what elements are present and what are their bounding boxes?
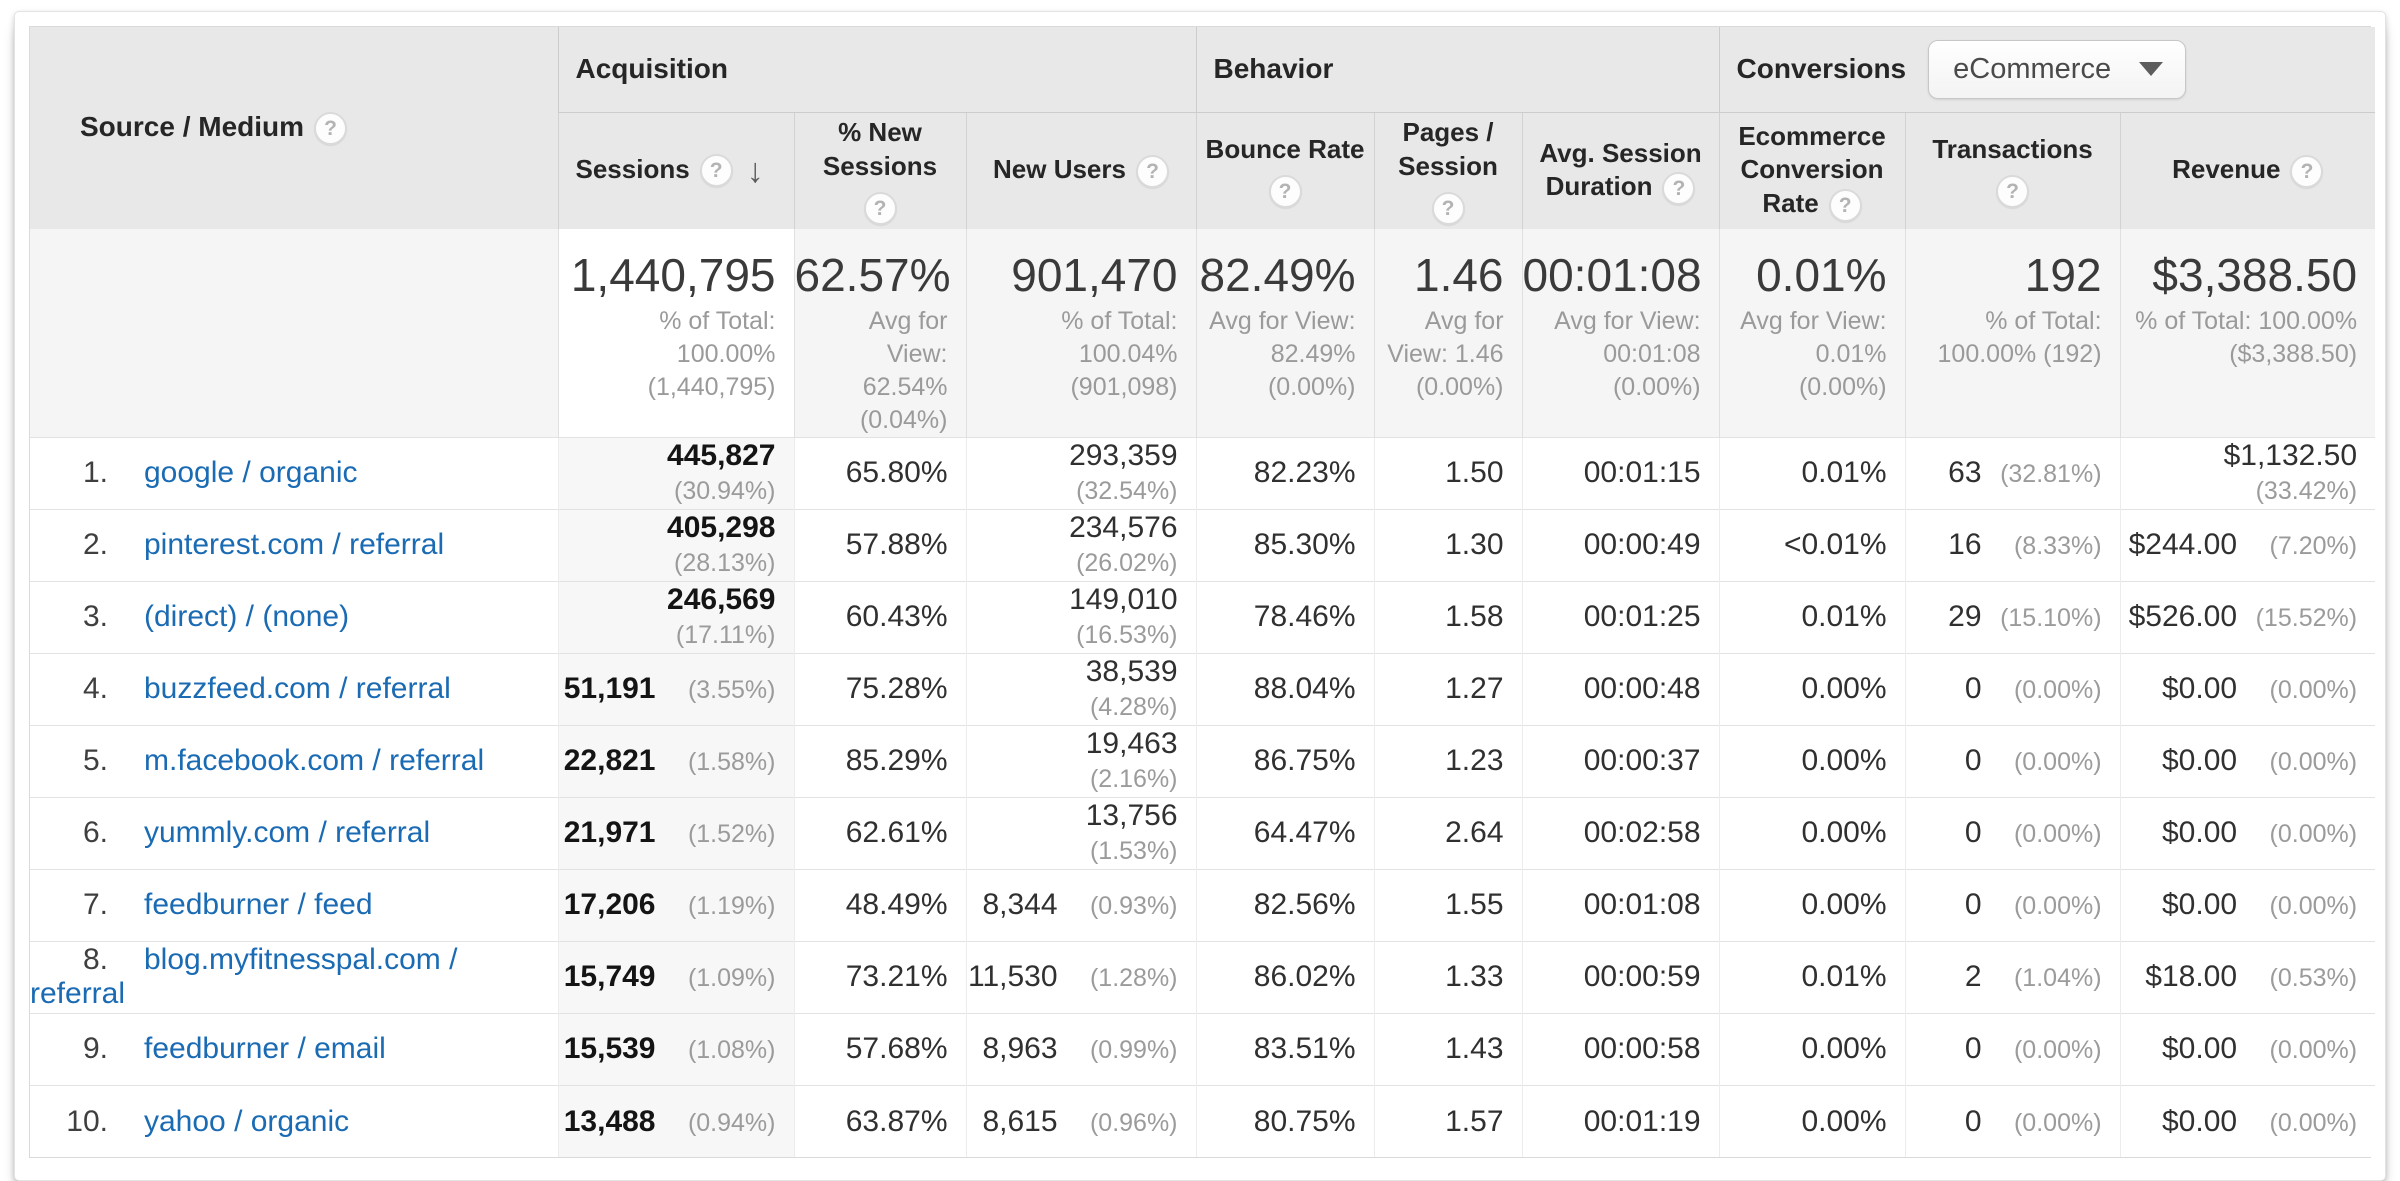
pages-session-cell: 1.30 xyxy=(1374,509,1522,581)
new-users-cell: 38,539(4.28%) xyxy=(966,653,1196,725)
row-rank: 9. xyxy=(82,1032,108,1066)
help-icon[interactable] xyxy=(1432,192,1465,225)
ecommerce-conversion-rate-cell: 0.01% xyxy=(1719,437,1905,509)
sessions-cell: 15,749 (1.09%) xyxy=(558,941,794,1013)
source-medium-cell xyxy=(30,653,558,725)
ecommerce-conversion-rate-cell: 0.00% xyxy=(1719,725,1905,797)
analytics-report-card xyxy=(14,11,2386,1181)
transactions-cell: 0 (0.00%) xyxy=(1905,797,2120,869)
column-header-bounce-rate[interactable]: Bounce Rate ? xyxy=(1196,112,1374,229)
pages-session-cell: 1.27 xyxy=(1374,653,1522,725)
chevron-down-icon xyxy=(2139,62,2163,76)
column-header-avg-session-duration[interactable]: Avg. Session Duration? xyxy=(1522,112,1719,229)
pages-session-cell: 1.33 xyxy=(1374,941,1522,1013)
bounce-rate-cell: 88.04% xyxy=(1196,653,1374,725)
total-ecommerce-conversion-rate: 0.01% Avg for View: 0.01% (0.00%) xyxy=(1719,229,1905,437)
revenue-cell: $1,132.50(33.42%) xyxy=(2120,437,2375,509)
source-medium-cell xyxy=(30,437,558,509)
table-row xyxy=(30,1085,2375,1157)
source-medium-link[interactable]: yummly.com / referral xyxy=(144,816,431,850)
transactions-cell: 0 (0.00%) xyxy=(1905,653,2120,725)
revenue-cell: $0.00 (0.00%) xyxy=(2120,725,2375,797)
source-medium-link[interactable]: (direct) / (none) xyxy=(144,600,350,634)
sessions-cell: 22,821 (1.58%) xyxy=(558,725,794,797)
pages-session-cell: 1.50 xyxy=(1374,437,1522,509)
avg-session-duration-cell: 00:01:25 xyxy=(1522,581,1719,653)
total-revenue: $3,388.50 % of Total: 100.00% ($3,388.50) xyxy=(2120,229,2375,437)
pages-session-cell: 1.57 xyxy=(1374,1085,1522,1157)
ecommerce-conversion-rate-cell: 0.01% xyxy=(1719,581,1905,653)
transactions-cell: 63 (32.81%) xyxy=(1905,437,2120,509)
group-header-behavior xyxy=(1196,27,1719,112)
column-header-pct-new-sessions[interactable]: % New Sessions ? xyxy=(794,112,966,229)
group-label: Acquisition xyxy=(575,53,728,85)
source-medium-link[interactable]: pinterest.com / referral xyxy=(144,528,445,562)
help-icon[interactable] xyxy=(1996,175,2029,208)
group-header-conversions xyxy=(1719,27,2375,112)
revenue-cell: $526.00 (15.52%) xyxy=(2120,581,2375,653)
sessions-cell: 445,827(30.94%) xyxy=(558,437,794,509)
help-icon[interactable] xyxy=(1136,155,1169,188)
table-row xyxy=(30,1013,2375,1085)
transactions-cell: 16 (8.33%) xyxy=(1905,509,2120,581)
revenue-cell: $18.00 (0.53%) xyxy=(2120,941,2375,1013)
transactions-cell: 0 (0.00%) xyxy=(1905,869,2120,941)
avg-session-duration-cell: 00:02:58 xyxy=(1522,797,1719,869)
source-medium-link[interactable]: buzzfeed.com / referral xyxy=(144,672,451,706)
total-bounce-rate: 82.49% Avg for View: 82.49% (0.00%) xyxy=(1196,229,1374,437)
source-medium-cell xyxy=(30,725,558,797)
source-medium-link[interactable]: google / organic xyxy=(144,456,358,490)
bounce-rate-cell: 85.30% xyxy=(1196,509,1374,581)
avg-session-duration-cell: 00:01:15 xyxy=(1522,437,1719,509)
new-users-cell: 149,010(16.53%) xyxy=(966,581,1196,653)
conversions-goal-dropdown[interactable] xyxy=(1928,40,2186,99)
bounce-rate-cell: 82.23% xyxy=(1196,437,1374,509)
source-medium-cell xyxy=(30,941,558,1013)
column-header-ecommerce-conversion-rate[interactable]: Ecommerce Conversion Rate? xyxy=(1719,112,1905,229)
new-users-cell: 11,530 (1.28%) xyxy=(966,941,1196,1013)
pct-new-sessions-cell: 63.87% xyxy=(794,1085,966,1157)
table-row xyxy=(30,797,2375,869)
bounce-rate-cell: 86.75% xyxy=(1196,725,1374,797)
pages-session-cell: 1.55 xyxy=(1374,869,1522,941)
revenue-cell: $0.00 (0.00%) xyxy=(2120,869,2375,941)
transactions-cell: 29 (15.10%) xyxy=(1905,581,2120,653)
transactions-cell: 0 (0.00%) xyxy=(1905,1013,2120,1085)
source-medium-link[interactable]: feedburner / feed xyxy=(144,888,373,922)
new-users-cell: 234,576(26.02%) xyxy=(966,509,1196,581)
pct-new-sessions-cell: 60.43% xyxy=(794,581,966,653)
revenue-cell: $0.00 (0.00%) xyxy=(2120,1085,2375,1157)
avg-session-duration-cell: 00:00:58 xyxy=(1522,1013,1719,1085)
total-new-users: 901,470 % of Total: 100.04% (901,098) xyxy=(966,229,1196,437)
help-icon[interactable] xyxy=(314,112,347,145)
source-medium-link[interactable]: yahoo / organic xyxy=(144,1104,350,1138)
row-rank: 6. xyxy=(82,816,108,850)
pct-new-sessions-cell: 75.28% xyxy=(794,653,966,725)
avg-session-duration-cell: 00:01:08 xyxy=(1522,869,1719,941)
column-header-revenue[interactable]: Revenue? xyxy=(2120,112,2375,229)
sessions-cell: 15,539 (1.08%) xyxy=(558,1013,794,1085)
pages-session-cell: 1.43 xyxy=(1374,1013,1522,1085)
source-medium-cell xyxy=(30,797,558,869)
dropdown-value: eCommerce xyxy=(1953,52,2112,85)
row-rank: 2. xyxy=(82,528,108,562)
table-row xyxy=(30,509,2375,581)
transactions-cell: 2 (1.04%) xyxy=(1905,941,2120,1013)
sessions-cell: 21,971 (1.52%) xyxy=(558,797,794,869)
ecommerce-conversion-rate-cell: 0.00% xyxy=(1719,797,1905,869)
revenue-cell: $244.00 (7.20%) xyxy=(2120,509,2375,581)
new-users-cell: 293,359(32.54%) xyxy=(966,437,1196,509)
new-users-cell: 13,756(1.53%) xyxy=(966,797,1196,869)
pct-new-sessions-cell: 57.68% xyxy=(794,1013,966,1085)
help-icon[interactable] xyxy=(1269,175,1302,208)
column-header-sessions[interactable]: Sessions?↓ xyxy=(558,112,794,229)
row-rank: 5. xyxy=(82,744,108,778)
revenue-cell: $0.00 (0.00%) xyxy=(2120,653,2375,725)
sessions-cell: 51,191 (3.55%) xyxy=(558,653,794,725)
ecommerce-conversion-rate-cell: 0.01% xyxy=(1719,941,1905,1013)
total-sessions: 1,440,795 % of Total: 100.00% (1,440,795) xyxy=(558,229,794,437)
pages-session-cell: 1.23 xyxy=(1374,725,1522,797)
row-rank: 1. xyxy=(82,456,108,490)
pages-session-cell: 2.64 xyxy=(1374,797,1522,869)
sessions-cell: 13,488 (0.94%) xyxy=(558,1085,794,1157)
help-icon[interactable] xyxy=(2290,155,2323,188)
total-pct-new-sessions: 62.57% Avg for View: 62.54% (0.04%) xyxy=(794,229,966,437)
dimension-header-source-medium[interactable] xyxy=(30,27,558,229)
group-label: Behavior xyxy=(1213,53,1334,85)
bounce-rate-cell: 78.46% xyxy=(1196,581,1374,653)
source-medium-table xyxy=(29,26,2371,1158)
avg-session-duration-cell: 00:00:49 xyxy=(1522,509,1719,581)
avg-session-duration-cell: 00:00:37 xyxy=(1522,725,1719,797)
source-medium-cell xyxy=(30,869,558,941)
pct-new-sessions-cell: 73.21% xyxy=(794,941,966,1013)
source-medium-link[interactable]: feedburner / email xyxy=(144,1032,386,1066)
ecommerce-conversion-rate-cell: 0.00% xyxy=(1719,653,1905,725)
pct-new-sessions-cell: 57.88% xyxy=(794,509,966,581)
total-avg-session-duration: 00:01:08 Avg for View: 00:01:08 (0.00%) xyxy=(1522,229,1719,437)
row-rank: 4. xyxy=(82,672,108,706)
ecommerce-conversion-rate-cell: <0.01% xyxy=(1719,509,1905,581)
column-header-pages-session[interactable]: Pages / Session ? xyxy=(1374,112,1522,229)
avg-session-duration-cell: 00:01:19 xyxy=(1522,1085,1719,1157)
row-rank: 3. xyxy=(82,600,108,634)
revenue-cell: $0.00 (0.00%) xyxy=(2120,797,2375,869)
table-row xyxy=(30,437,2375,509)
table-row xyxy=(30,581,2375,653)
new-users-cell: 8,344 (0.93%) xyxy=(966,869,1196,941)
column-header-transactions[interactable]: Transactions ? xyxy=(1905,112,2120,229)
transactions-cell: 0 (0.00%) xyxy=(1905,1085,2120,1157)
table-body xyxy=(30,229,2375,1157)
sessions-cell: 17,206 (1.19%) xyxy=(558,869,794,941)
ecommerce-conversion-rate-cell: 0.00% xyxy=(1719,869,1905,941)
avg-session-duration-cell: 00:00:59 xyxy=(1522,941,1719,1013)
pct-new-sessions-cell: 62.61% xyxy=(794,797,966,869)
ecommerce-conversion-rate-cell: 0.00% xyxy=(1719,1085,1905,1157)
help-icon[interactable] xyxy=(700,154,733,187)
column-header-new-users[interactable]: New Users? xyxy=(966,112,1196,229)
total-transactions: 192 % of Total: 100.00% (192) xyxy=(1905,229,2120,437)
total-pages-session: 1.46 Avg for View: 1.46 (0.00%) xyxy=(1374,229,1522,437)
sessions-cell: 405,298(28.13%) xyxy=(558,509,794,581)
pct-new-sessions-cell: 48.49% xyxy=(794,869,966,941)
bounce-rate-cell: 83.51% xyxy=(1196,1013,1374,1085)
dimension-header-label: Source / Medium xyxy=(80,110,305,142)
bounce-rate-cell: 82.56% xyxy=(1196,869,1374,941)
bounce-rate-cell: 64.47% xyxy=(1196,797,1374,869)
bounce-rate-cell: 86.02% xyxy=(1196,941,1374,1013)
revenue-cell: $0.00 (0.00%) xyxy=(2120,1013,2375,1085)
table-row xyxy=(30,653,2375,725)
help-icon[interactable] xyxy=(1662,172,1695,205)
help-icon[interactable] xyxy=(1829,189,1862,222)
pages-session-cell: 1.58 xyxy=(1374,581,1522,653)
table-row xyxy=(30,869,2375,941)
table-row xyxy=(30,941,2375,1013)
bounce-rate-cell: 80.75% xyxy=(1196,1085,1374,1157)
totals-row xyxy=(30,229,2375,437)
pct-new-sessions-cell: 85.29% xyxy=(794,725,966,797)
totals-dimension-cell xyxy=(30,229,558,437)
row-rank: 8. xyxy=(82,943,108,977)
new-users-cell: 8,963 (0.99%) xyxy=(966,1013,1196,1085)
row-rank: 10. xyxy=(66,1104,108,1138)
source-medium-cell xyxy=(30,509,558,581)
sort-descending-icon xyxy=(747,149,764,193)
avg-session-duration-cell: 00:00:48 xyxy=(1522,653,1719,725)
row-rank: 7. xyxy=(82,888,108,922)
group-header-acquisition xyxy=(558,27,1196,112)
source-medium-cell xyxy=(30,581,558,653)
transactions-cell: 0 (0.00%) xyxy=(1905,725,2120,797)
source-medium-cell xyxy=(30,1085,558,1157)
new-users-cell: 8,615 (0.96%) xyxy=(966,1085,1196,1157)
new-users-cell: 19,463(2.16%) xyxy=(966,725,1196,797)
group-label: Conversions xyxy=(1736,53,1907,85)
source-medium-link[interactable]: blog.myfitnesspal.com / referral xyxy=(30,943,458,1011)
source-medium-cell xyxy=(30,1013,558,1085)
help-icon[interactable] xyxy=(864,192,897,225)
table-row xyxy=(30,725,2375,797)
source-medium-link[interactable]: m.facebook.com / referral xyxy=(144,744,485,778)
pct-new-sessions-cell: 65.80% xyxy=(794,437,966,509)
ecommerce-conversion-rate-cell: 0.00% xyxy=(1719,1013,1905,1085)
sessions-cell: 246,569(17.11%) xyxy=(558,581,794,653)
